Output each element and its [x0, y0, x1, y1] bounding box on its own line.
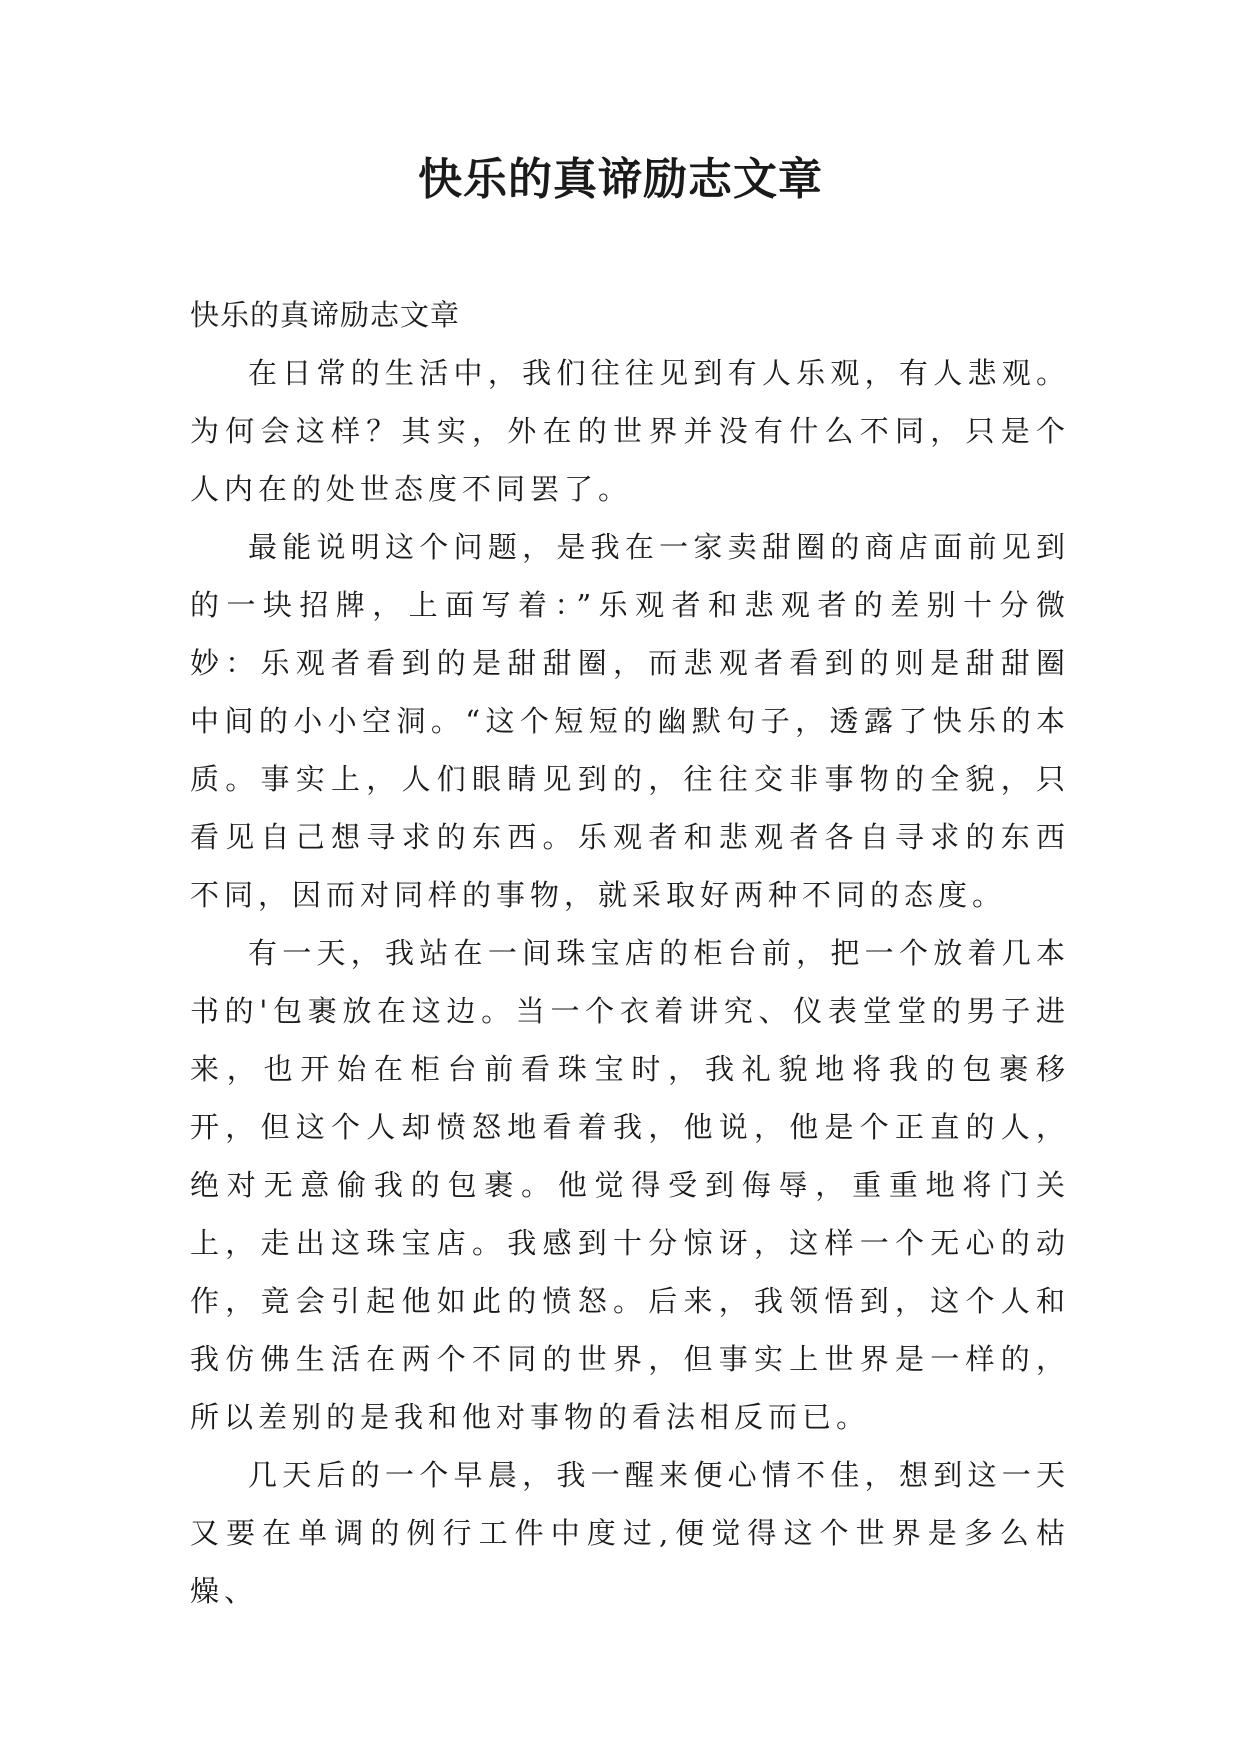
paragraph-4: 几天后的一个早晨，我一醒来便心情不佳，想到这一天又要在单调的例行工件中度过,便觉得这个世界是多么枯燥、: [190, 1458, 1070, 1608]
document-subtitle: 快乐的真谛励志文章: [190, 298, 461, 332]
document-body: [190, 286, 1070, 1620]
paragraph-2: 最能说明这个问题，是我在一家卖甜圈的商店面前见到的一块招牌，上面写着：”乐观者和悲观者的差别十分微妙：乐观者看到的是甜甜圈，而悲观者看到的则是甜甜圈中间的小小空洞。“这个短短的幽默句子，透露了快乐的本质。事实上，人们眼睛见到的，往往交非事物的全貌，只看见自己想寻求的东西。乐观者和悲观者各自寻求的东西不同，因而对同样的事物，就采取好两种不同的态度。: [190, 530, 1070, 912]
paragraph-3: 有一天，我站在一间珠宝店的柜台前，把一个放着几本书的'包裹放在这边。当一个衣着讲究、仪表堂堂的男子进来，也开始在柜台前看珠宝时，我礼貌地将我的包裹移开，但这个人却愤怒地看着我，他说，他是个正直的人，绝对无意偷我的包裹。他觉得受到侮辱，重重地将门关上，走出这珠宝店。我感到十分惊讶，这样一个无心的动作，竟会引起他如此的愤怒。后来，我领悟到，这个人和我仿佛生活在两个不同的世界，但事实上世界是一样的，所以差别的是我和他对事物的看法相反而已。: [190, 936, 1070, 1434]
document-title: 快乐的真谛励志文章: [418, 154, 823, 205]
paragraph-1: 在日常的生活中，我们往往见到有人乐观，有人悲观。为何会这样？其实，外在的世界并没有什么不同，只是个人内在的处世态度不同罢了。: [190, 356, 1070, 506]
